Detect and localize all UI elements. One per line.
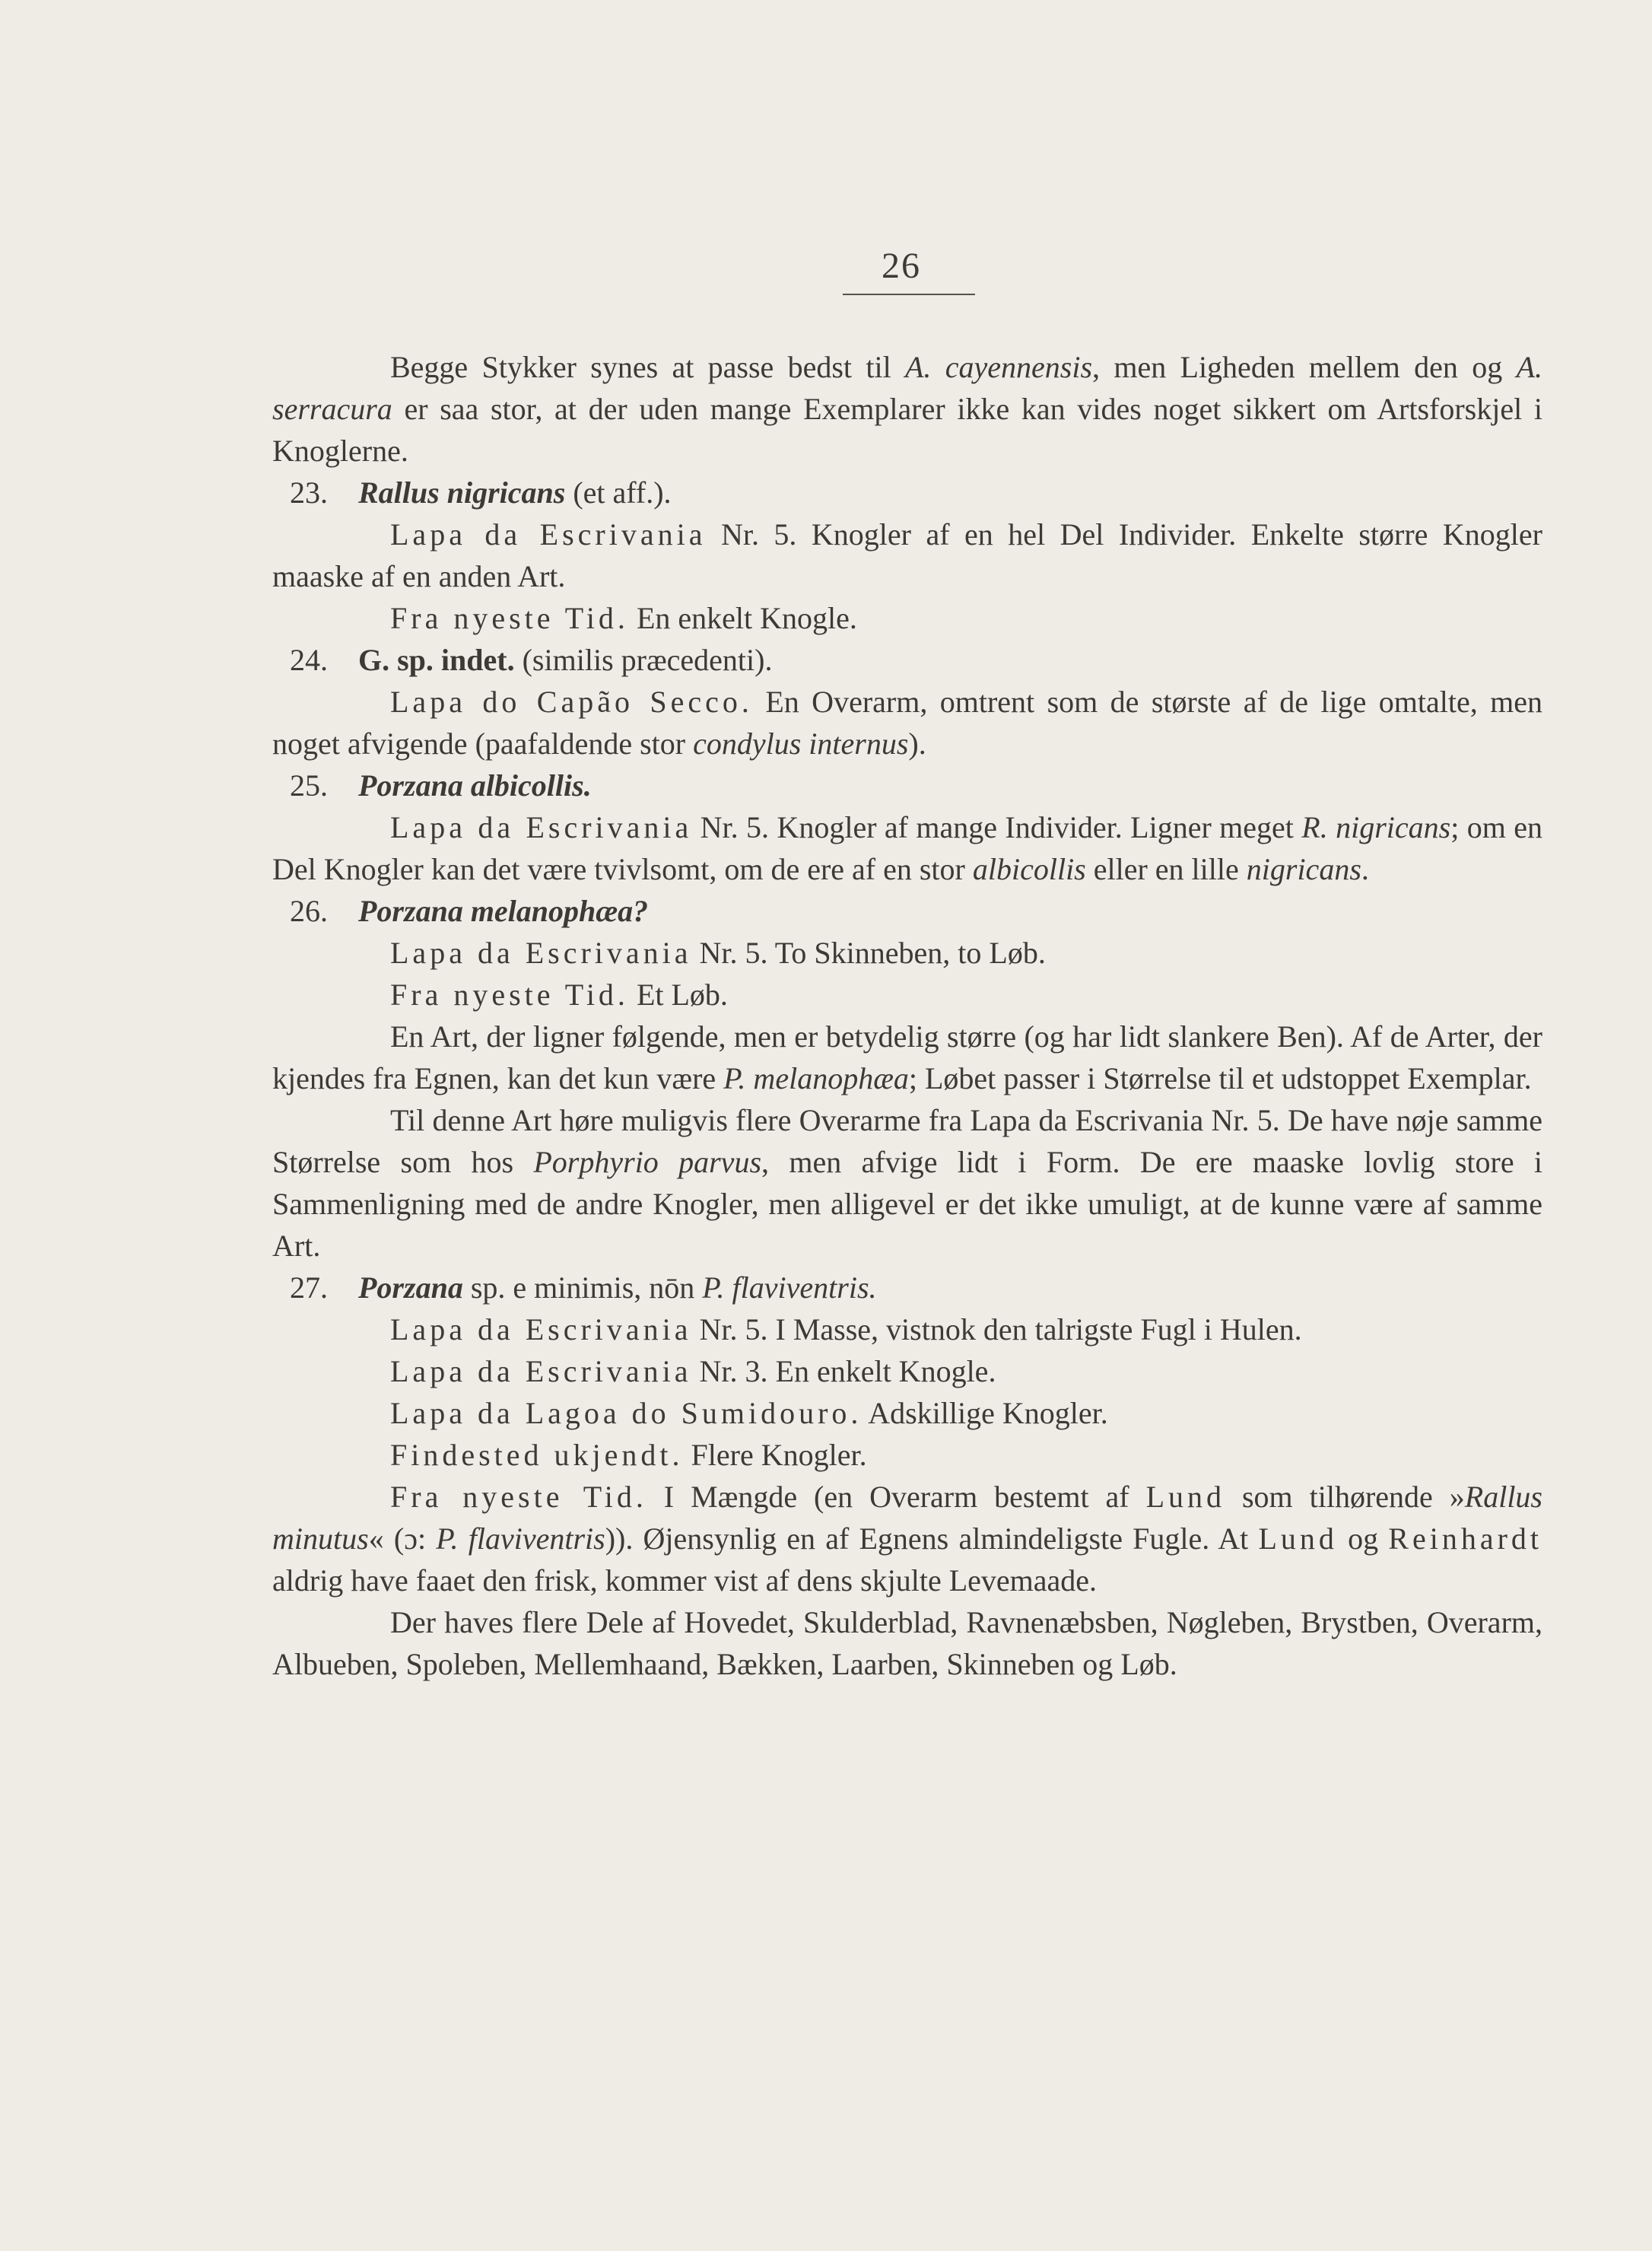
- entry-heading-23: 23. Rallus nigricans (et aff.).: [290, 475, 672, 510]
- entry-26-paragraph-1: Lapa da Escrivania Nr. 5. To Skinneben, to Løb.: [390, 936, 1046, 970]
- entry-23-paragraph-1: Lapa da Escrivania Nr. 5. Knogler af en hel Del Individer. Enkelte større Knogler maaske af en anden Art.: [272, 517, 1542, 593]
- entry-heading-26: 26. Porzana melanophæa?: [290, 894, 649, 928]
- entry-27-paragraph-4: Findested ukjendt. Flere Knogler.: [390, 1438, 867, 1472]
- entry-heading-25: 25. Porzana albicollis.: [290, 768, 592, 803]
- entry-26-paragraph-4: Til denne Art høre muligvis flere Overarme fra Lapa da Escrivania Nr. 5. De have nøje samme Størrelse som hos Porphyrio parvus, men afvige lidt i Form. De ere maaske lovlig store i Sammenligning med de andre Knogler, men alligevel er det ikke umuligt, at de kunne være af samme Art.: [272, 1103, 1543, 1263]
- entry-26-paragraph-3: En Art, der ligner følgende, men er betydelig større (og har lidt slankere Ben). Af de Arter, der kjendes fra Egnen, kan det kun være P. melanophæa; Løbet passer i Størrelse til et udstoppet Exemplar.: [272, 1019, 1542, 1095]
- entry-27-paragraph-1: Lapa da Escrivania Nr. 5. I Masse, vistnok den talrigste Fugl i Hulen.: [390, 1312, 1302, 1346]
- entry-27-paragraph-6: Der haves flere Dele af Hovedet, Skulderblad, Ravnenæbsben, Nøgleben, Brystben, Overarm, Albueben, Spoleben, Mellemhaand, Bækken, Laarben, Skinneben og Løb.: [272, 1605, 1542, 1681]
- entry-25-paragraph-1: Lapa da Escrivania Nr. 5. Knogler af mange Individer. Ligner meget R. nigricans; om en Del Knogler kan det være tvivlsomt, om de ere af en stor albicollis eller en lille nigricans.: [272, 810, 1542, 886]
- text-column: [272, 346, 1542, 1685]
- entry-27-paragraph-2: Lapa da Escrivania Nr. 3. En enkelt Knogle.: [390, 1354, 996, 1388]
- entry-26-paragraph-2: Fra nyeste Tid. Et Løb.: [390, 978, 728, 1012]
- page-number: 26: [882, 246, 921, 286]
- entry-heading-27: 27. Porzana sp. e minimis, nōn P. flaviventris.: [290, 1270, 877, 1305]
- entry-23-paragraph-2: Fra nyeste Tid. En enkelt Knogle.: [390, 601, 857, 635]
- entry-heading-24: 24. G. sp. indet. (similis præcedenti).: [290, 643, 773, 677]
- entry-27-paragraph-3: Lapa da Lagoa do Sumidouro. Adskillige Knogler.: [390, 1396, 1108, 1430]
- entry-27-paragraph-5: Fra nyeste Tid. I Mængde (en Overarm bestemt af Lund som tilhørende »Rallus minutus« (ɔ: P. flaviventris)). Øjensynlig en af Egnens almindeligste Fugle. At Lund og Reinhardt aldrig have faaet den frisk, kommer vist af dens skjulte Levemaade.: [272, 1480, 1542, 1598]
- intro-paragraph: Begge Stykker synes at passe bedst til A. cayennensis, men Ligheden mellem den og A. serracura er saa stor, at der uden mange Exemplarer ikke kan vides noget sikkert om Artsforskjel i Knoglerne.: [272, 350, 1542, 468]
- entry-24-paragraph-1: Lapa do Capão Secco. En Overarm, omtrent som de største af de lige omtalte, men noget afvigende (paafaldende stor condylus internus).: [272, 685, 1543, 761]
- page-number-rule: [843, 294, 975, 295]
